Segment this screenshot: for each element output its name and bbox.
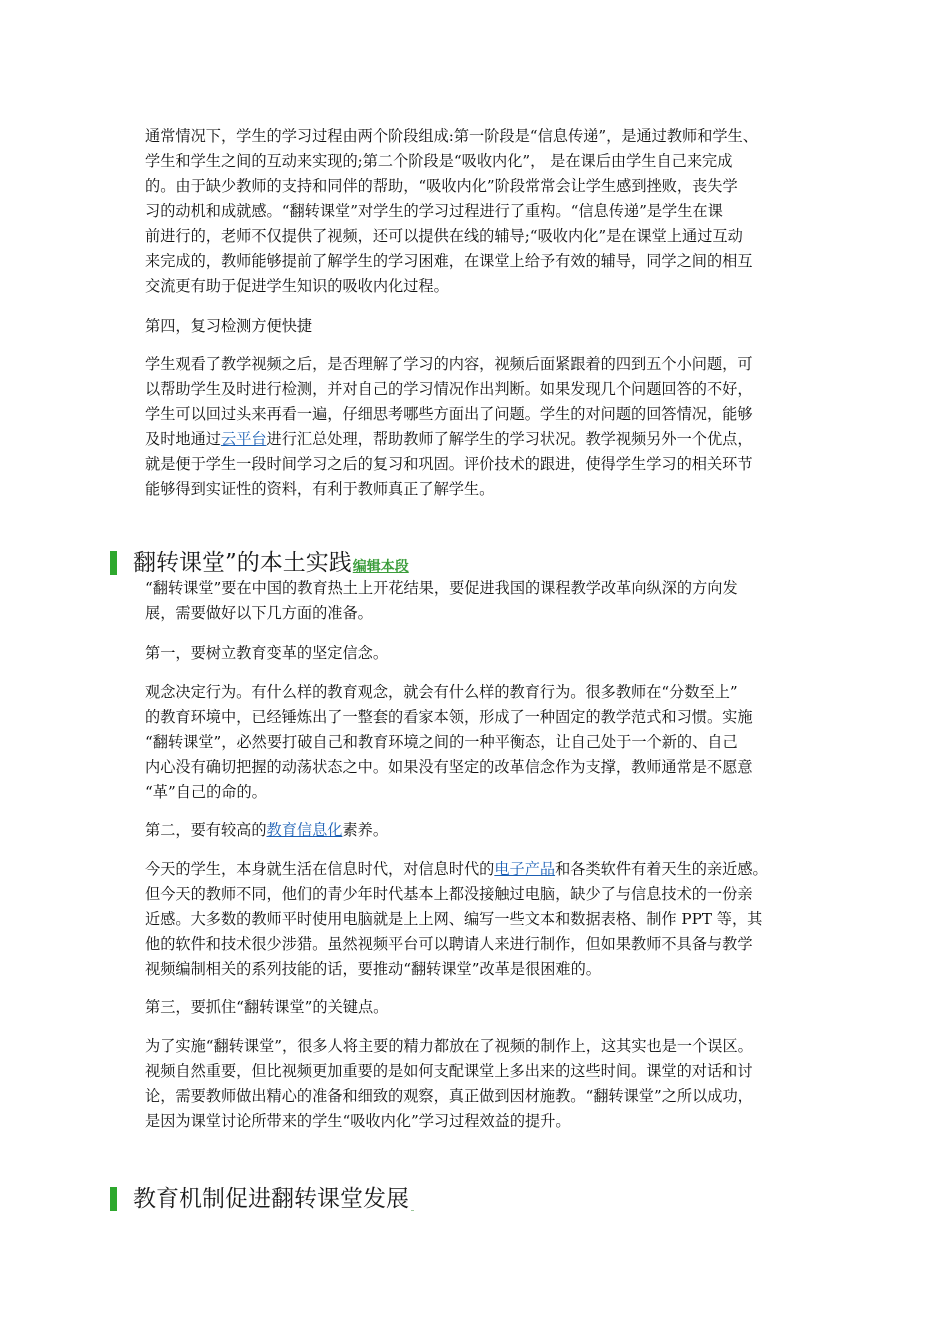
edit-section-link[interactable]: 编辑本段	[352, 559, 409, 575]
text-line: 学生和学生之间的互动来实现的;第二个阶段是“吸收内化”， 是在课后由学生自己来完成	[145, 152, 733, 170]
link-education-informatization[interactable]: 教育信息化	[266, 821, 343, 839]
text-line: 展，需要做好以下几方面的准备。	[145, 604, 373, 622]
text-line: 内心没有确切把握的动荡状态之中。如果没有坚定的改革信念作为支撑，教师通常是不愿意	[145, 758, 753, 776]
text-segment: 及时地通过	[145, 430, 221, 448]
text-line: 是因为课堂讨论所带来的学生“吸收内化”学习过程效益的提升。	[145, 1112, 571, 1130]
text-line: 前进行的，老师不仅提供了视频，还可以提供在线的辅导;“吸收内化”是在课堂上通过互动	[145, 227, 743, 245]
text-line: “翻转课堂”要在中国的教育热土上开花结果，要促进我国的课程教学改革向纵深的方向发	[145, 579, 738, 597]
text-line: 就是便于学生一段时间学习之后的复习和巩固。评价技术的跟进，使得学生学习的相关环节	[145, 455, 753, 473]
subheading-fourth: 第四，复习检测方便快捷	[145, 317, 313, 335]
text-line: 通常情况下，学生的学习过程由两个阶段组成:第一阶段是“信息传递”，是通过教师和学生、	[145, 127, 758, 145]
text-line: 为了实施“翻转课堂”，很多人将主要的精力都放在了视频的制作上，这其实也是一个误区。	[145, 1037, 753, 1055]
text-line: 以帮助学生及时进行检测，并对自己的学习情况作出判断。如果发现几个问题回答的不好，	[145, 380, 753, 398]
text-segment: 进行汇总处理，帮助教师了解学生的学习状况。教学视频另外一个优点，	[266, 430, 753, 448]
text-segment: 和各类软件有着天生的亲近感。	[555, 860, 768, 878]
section-accent-bar	[110, 551, 117, 575]
text-segment: 今天的学生，本身就生活在信息时代，对信息时代的	[145, 860, 495, 878]
paragraph-information-literacy	[145, 857, 813, 982]
text-line: 交流更有助于促进学生知识的吸收内化过程。	[145, 277, 449, 295]
text-line: 近感。大多数的教师平时使用电脑就是上上网、编写一些文本和数据表格、制作 PPT 等，其	[145, 910, 763, 928]
section-title: 翻转课堂”的本土实践	[133, 550, 352, 576]
text-line: 论，需要教师做出精心的准备和细致的观察，真正做到因材施教。“翻转课堂”之所以成功，	[145, 1087, 753, 1105]
text-line: “翻转课堂”，必然要打破自己和教育环境之间的一种平衡态，让自己处于一个新的、自己	[145, 733, 738, 751]
edit-link-remnant	[411, 1210, 414, 1211]
paragraph-key-points	[145, 1034, 813, 1134]
text-line: 视频编制相关的系列技能的话，要推动“翻转课堂”改革是很困难的。	[145, 960, 601, 978]
section-heading-education-mechanism	[110, 1182, 414, 1214]
text-line: 的。由于缺少教师的支持和同伴的帮助，“吸收内化”阶段常常会让学生感到挫败，丧失学	[145, 177, 738, 195]
text-line: 能够得到实证性的资料，有利于教师真正了解学生。	[145, 480, 495, 498]
text-line: 他的软件和技术很少涉猎。虽然视频平台可以聘请人来进行制作，但如果教师不具备与教学	[145, 935, 753, 953]
paragraph-intro-practice	[145, 576, 813, 626]
subheading-first: 第一，要树立教育变革的坚定信念。	[145, 644, 388, 662]
text-line: 学生观看了教学视频之后，是否理解了学习的内容，视频后面紧跟着的四到五个小问题，可	[145, 355, 753, 373]
text-segment: 第二，要有较高的	[145, 821, 267, 839]
text-line	[145, 427, 813, 452]
text-line: 来完成的，教师能够提前了解学生的学习困难，在课堂上给予有效的辅导，同学之间的相互	[145, 252, 753, 270]
text-line: 视频自然重要，但比视频更加重要的是如何支配课堂上多出来的这些时间。课堂的对话和讨	[145, 1062, 753, 1080]
subheading-third: 第三，要抓住“翻转课堂”的关键点。	[145, 998, 389, 1016]
text-line: 但今天的教师不同，他们的青少年时代基本上都没接触过电脑，缺少了与信息技术的一份亲	[145, 885, 753, 903]
section-title: 教育机制促进翻转课堂发展	[133, 1186, 409, 1212]
subheading-second	[145, 818, 388, 843]
link-cloud-platform[interactable]: 云平台	[220, 430, 267, 448]
section-heading-local-practice	[110, 546, 409, 578]
text-line	[145, 857, 813, 882]
text-line: 观念决定行为。有什么样的教育观念，就会有什么样的教育行为。很多教师在“分数至上”	[145, 683, 738, 701]
paragraph-review-check	[145, 352, 813, 502]
paragraph-beliefs	[145, 680, 813, 805]
text-segment: 素养。	[342, 821, 388, 839]
text-line: 学生可以回过头来再看一遍，仔细思考哪些方面出了问题。学生的对问题的回答情况，能够	[145, 405, 753, 423]
section-accent-bar	[110, 1187, 117, 1211]
text-line: “革”自己的命的。	[145, 783, 267, 801]
text-line: 习的动机和成就感。“翻转课堂”对学生的学习过程进行了重构。“信息传递”是学生在课	[145, 202, 723, 220]
link-electronic-products[interactable]: 电子产品	[494, 860, 556, 878]
text-line: 的教育环境中，已经锤炼出了一整套的看家本领，形成了一种固定的教学范式和习惯。实施	[145, 708, 753, 726]
paragraph-learning-stages	[145, 124, 813, 299]
